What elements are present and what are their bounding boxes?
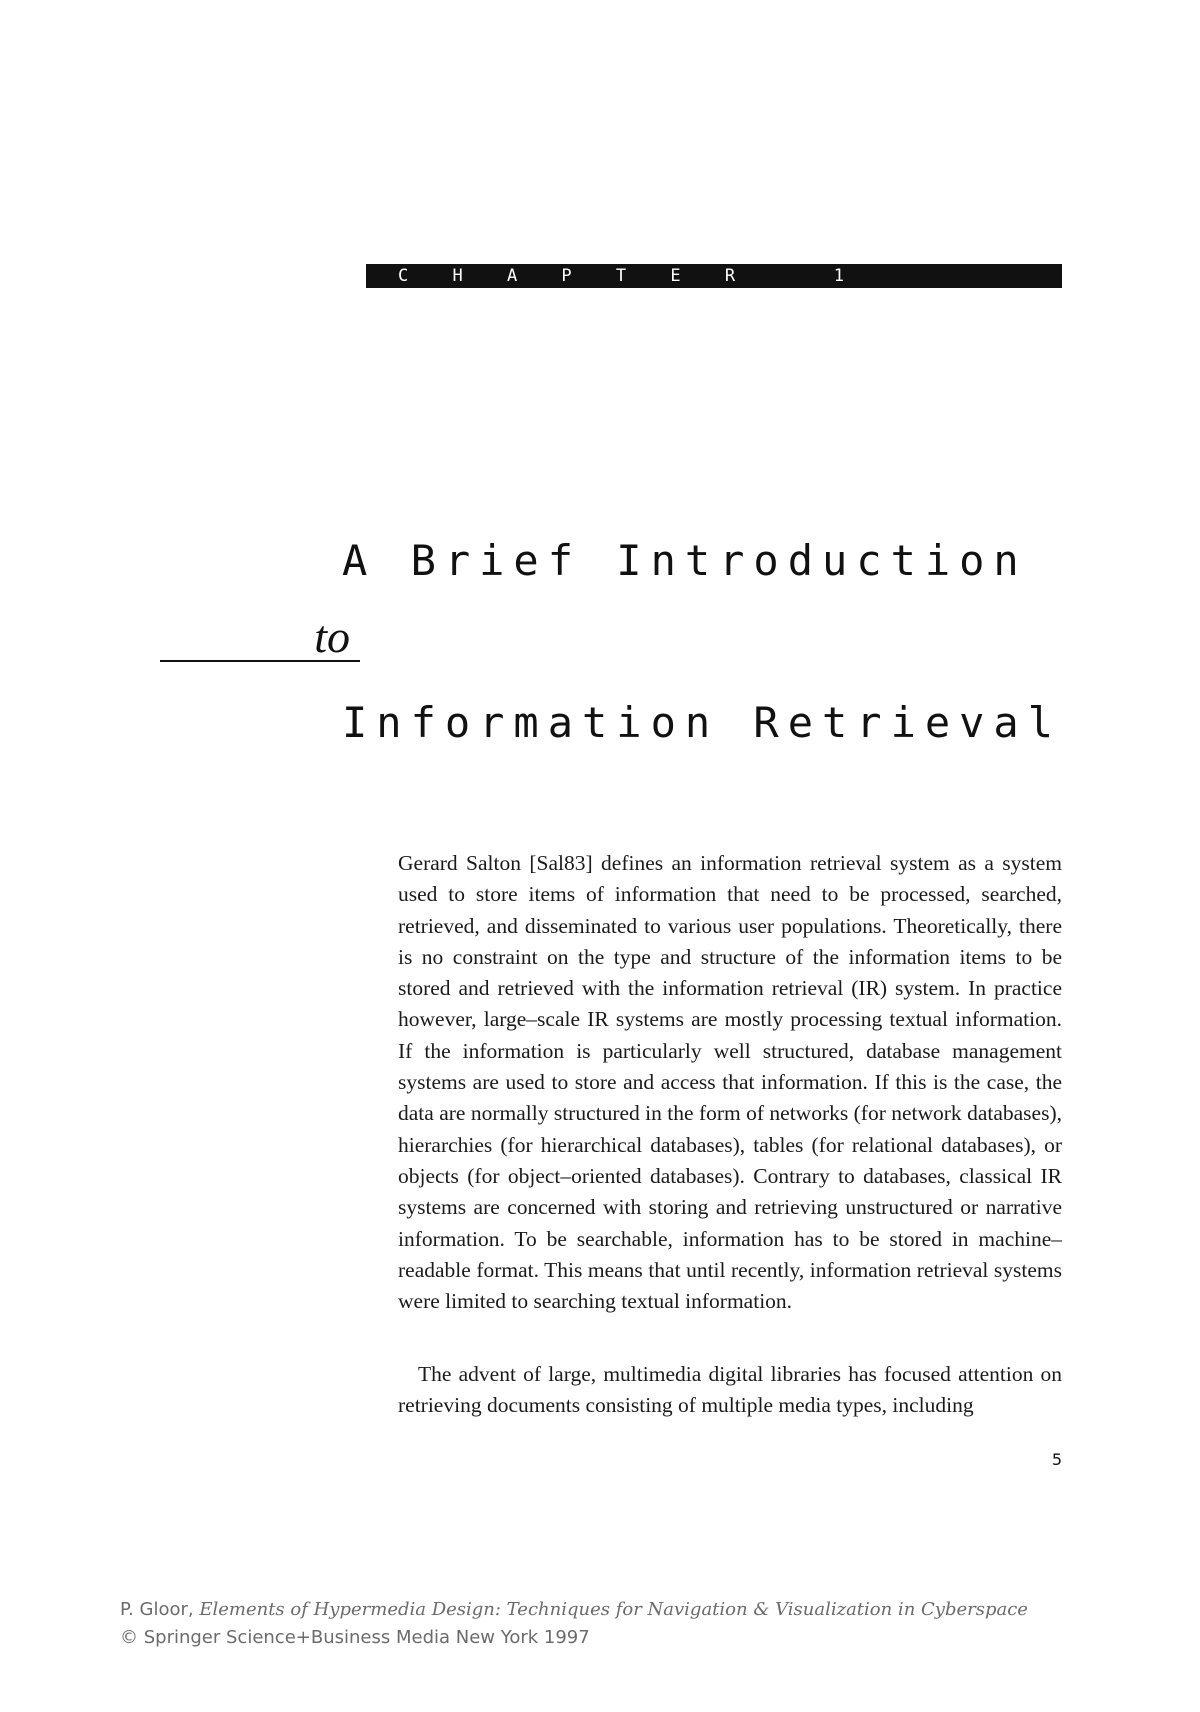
body-paragraph-2: The advent of large, multimedia digital libraries has focused attention on retrieving documents consisting of multiple media types, including	[398, 1362, 1062, 1418]
citation-author: P. Gloor,	[120, 1599, 194, 1620]
chapter-title-line-2: to	[314, 611, 350, 662]
citation-footer	[120, 1596, 1028, 1652]
chapter-title-connector	[160, 612, 360, 662]
copyright-line: © Springer Science+Business Media New York 1997	[120, 1627, 590, 1648]
chapter-banner	[366, 264, 1062, 288]
chapter-title-line-3: Information Retrieval	[342, 698, 1063, 747]
chapter-number: 1	[833, 266, 862, 286]
citation-line	[120, 1596, 1028, 1624]
body-paragraph-1: Gerard Salton [Sal83] defines an information retrieval system as a system used to store items of information that need to be processed, searched, retrieved, and disseminated to various user populations. Theoretically, there is no constraint on the type and structure of the information items to be stored and retrieved with the information retrieval (IR) system. In practice however, large–scale IR systems are mostly processing textual information. If the information is particularly well structured, database management systems are used to store and access that information. If this is the case, the data are normally structured in the form of networks (for network databases), hierarchies (for hierarchical databases), tables (for relational databases), or objects (for object–oriented databases). Contrary to databases, classical IR systems are concerned with storing and retrieving unstructured or narrative information. To be searchable, information has to be stored in machine–readable format. This means that until recently, information retrieval systems were limited to searching textual information.	[398, 851, 1062, 1314]
chapter-title-line-1: A Brief Introduction	[342, 536, 1028, 585]
citation-book-title: Elements of Hypermedia Design: Techniques for Navigation & Visualization in Cyberspace	[199, 1599, 1028, 1620]
page-number: 5	[1051, 1450, 1062, 1469]
chapter-label: C H A P T E R	[398, 266, 753, 286]
